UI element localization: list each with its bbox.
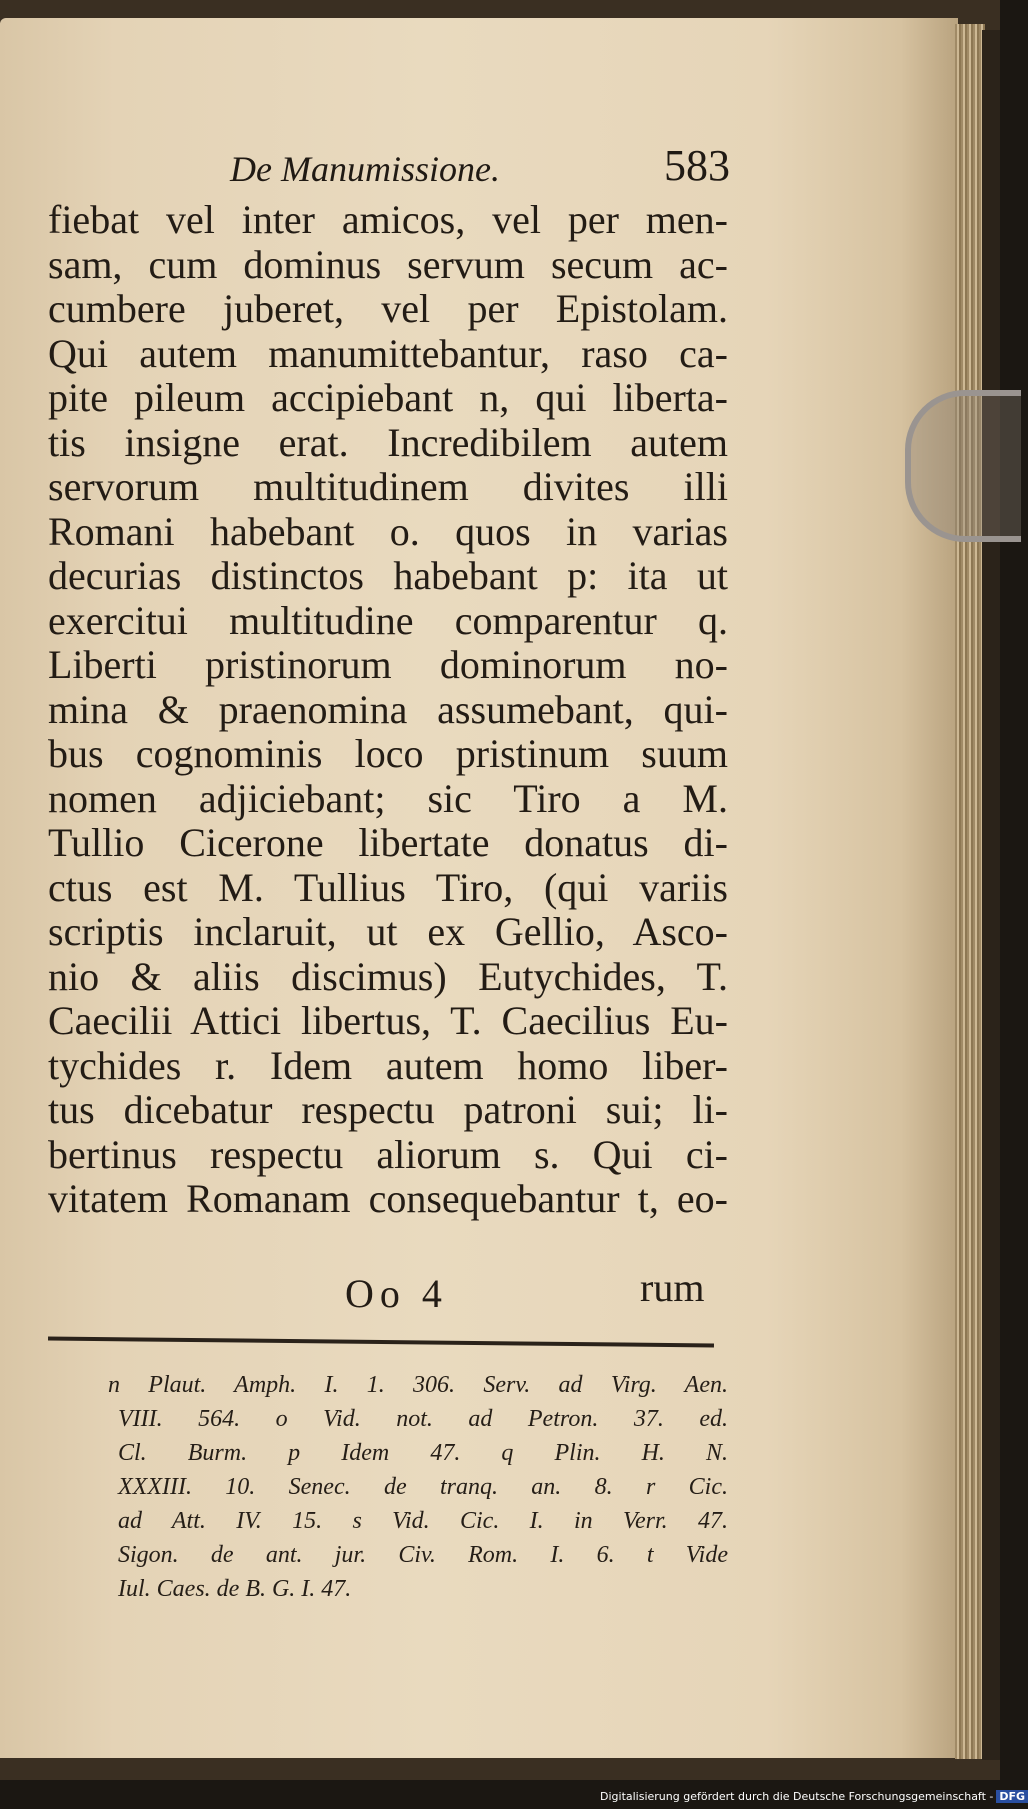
text-line: ctus est M. Tullius Tiro, (qui variis bbox=[48, 864, 728, 910]
book-clasp bbox=[905, 390, 1021, 542]
text-line: tis insigne erat. Incredibilem autem bbox=[48, 419, 728, 465]
text-line: sam, cum dominus servum secum ac- bbox=[48, 241, 728, 287]
text-line: Qui autem manumittebantur, raso ca- bbox=[48, 330, 728, 376]
footnote-line: Cl. Burm. p Idem 47. q Plin. H. N. bbox=[118, 1440, 728, 1466]
footnote-line: XXXIII. 10. Senec. de tranq. an. 8. r Cic. bbox=[118, 1474, 728, 1500]
digitization-credit bbox=[600, 1790, 1028, 1803]
footnote-line: Iul. Caes. de B. G. I. 47. bbox=[118, 1576, 352, 1602]
credit-text: Digitalisierung gefördert durch die Deutsche Forschungsgemeinschaft - bbox=[600, 1790, 994, 1803]
page-edges bbox=[955, 24, 985, 1759]
text-line: nio & aliis discimus) Eutychides, T. bbox=[48, 953, 728, 999]
page-header bbox=[230, 140, 730, 200]
text-line: nomen adjiciebant; sic Tiro a M. bbox=[48, 775, 728, 821]
page-number: 583 bbox=[664, 141, 730, 190]
text-line: scriptis inclaruit, ut ex Gellio, Asco- bbox=[48, 909, 728, 954]
text-line: exercitui multitudine comparentur q. bbox=[48, 597, 728, 643]
footnote-line: Sigon. de ant. jur. Civ. Rom. I. 6. t Vide bbox=[118, 1542, 728, 1568]
text-line: bus cognominis loco pristinum suum bbox=[48, 731, 728, 776]
text-line: pite pileum accipiebant n, qui liberta- bbox=[48, 375, 728, 420]
text-line: Liberti pristinorum dominorum no- bbox=[48, 642, 728, 687]
running-title: De Manumissione. bbox=[230, 149, 500, 189]
text-line: vitatem Romanam consequebantur t, eo- bbox=[48, 1176, 728, 1221]
book-page bbox=[0, 18, 958, 1758]
footnote-line: ad Att. IV. 15. s Vid. Cic. I. in Verr. 47. bbox=[118, 1508, 728, 1534]
footnote-rule bbox=[48, 1337, 714, 1348]
text-line: Tullio Cicerone libertate donatus di- bbox=[48, 820, 728, 865]
footnotes bbox=[108, 1368, 728, 1606]
footnote-line: n Plaut. Amph. I. 1. 306. Serv. ad Virg. Aen. bbox=[108, 1372, 728, 1398]
text-line: tus dicebatur respectu patroni sui; li- bbox=[48, 1087, 728, 1132]
book-cover-edge bbox=[982, 30, 1000, 1760]
text-line: Romani habebant o. quos in varias bbox=[48, 508, 728, 554]
text-line: tychides r. Idem autem homo liber- bbox=[48, 1042, 728, 1088]
text-line: decurias distinctos habebant p: ita ut bbox=[48, 553, 728, 598]
text-line: fiebat vel inter amicos, vel per men- bbox=[48, 197, 728, 242]
footnote-line: VIII. 564. o Vid. not. ad Petron. 37. ed. bbox=[118, 1406, 728, 1432]
text-line: cumbere juberet, vel per Epistolam. bbox=[48, 286, 728, 331]
text-line: Caecilii Attici libertus, T. Caecilius Eu- bbox=[48, 998, 728, 1043]
catchword: rum bbox=[640, 1265, 705, 1310]
text-line: bertinus respectu aliorum s. Qui ci- bbox=[48, 1131, 728, 1177]
text-line: mina & praenomina assumebant, qui- bbox=[48, 686, 728, 732]
dfg-logo: DFG bbox=[996, 1790, 1028, 1803]
signature-mark: Oo 4 bbox=[345, 1271, 448, 1316]
body-text bbox=[48, 198, 728, 1222]
text-line: servorum multitudinem divites illi bbox=[48, 464, 728, 509]
